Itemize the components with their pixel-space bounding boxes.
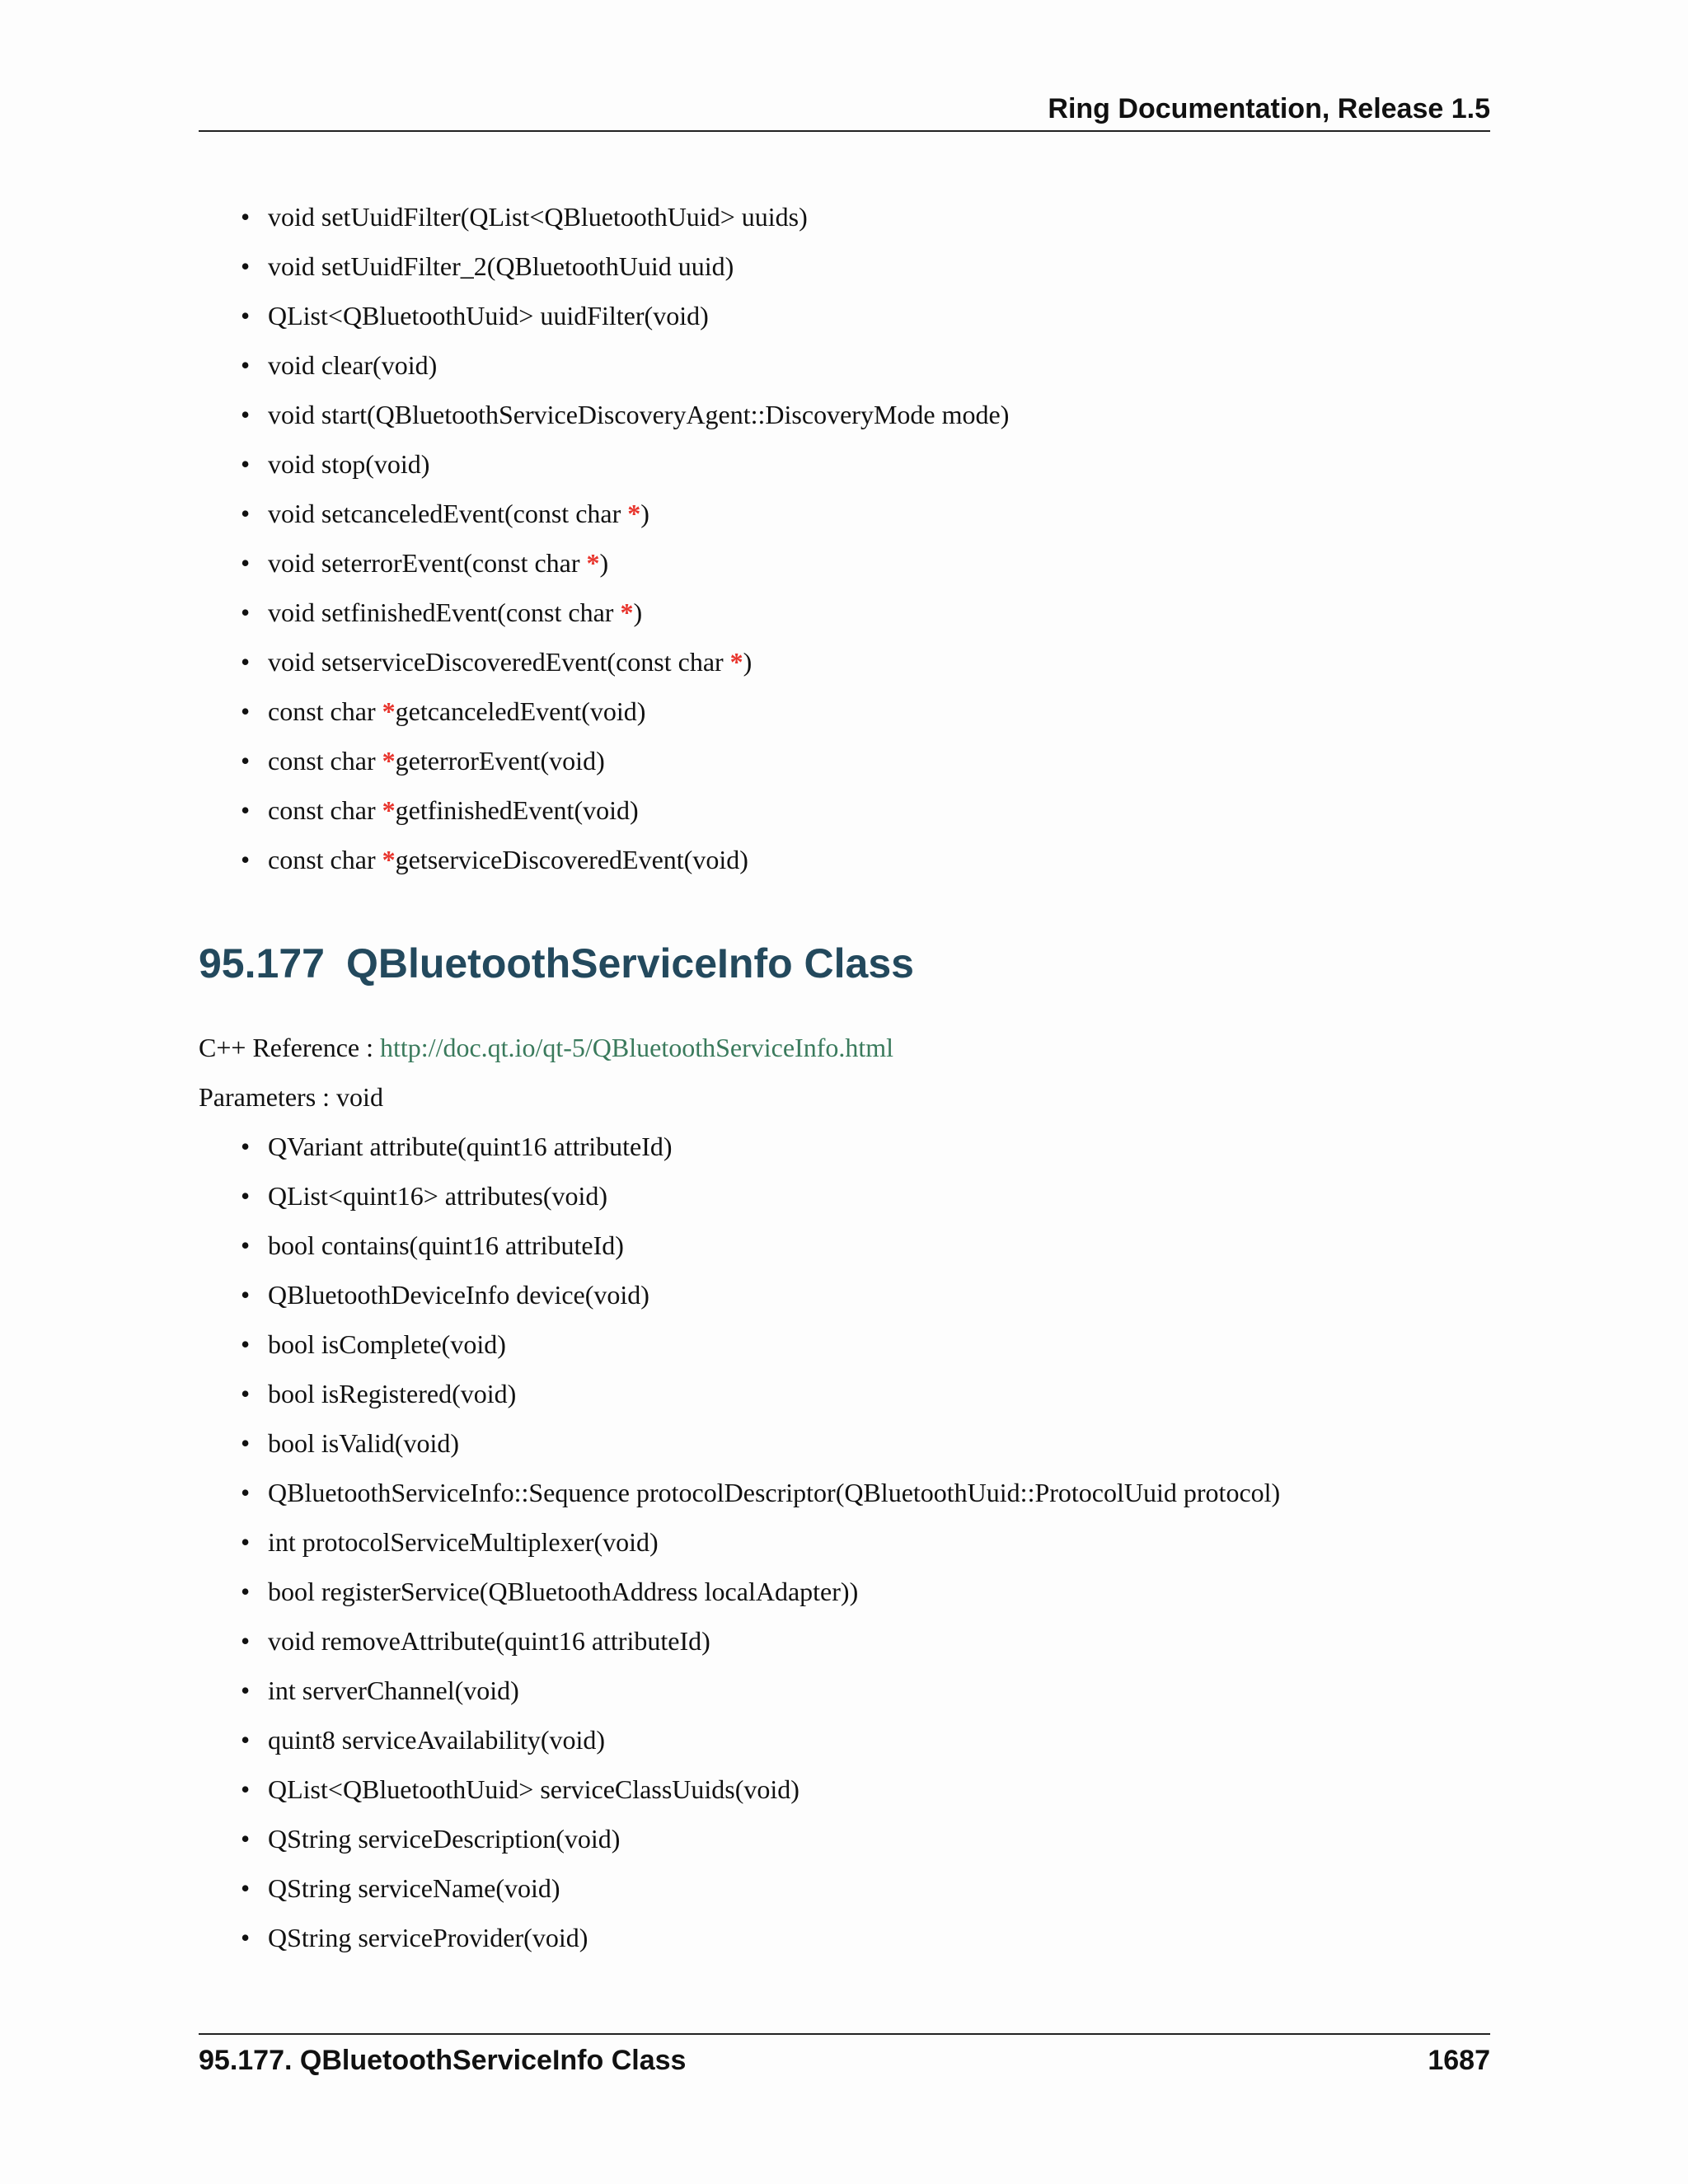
- list-item: • QBluetoothServiceInfo::Sequence protocolDescriptor(QBluetoothUuid::ProtocolUuid protocol): [241, 1478, 1281, 1507]
- list-item: • void setserviceDiscoveredEvent(const char *): [241, 647, 753, 677]
- list-item: • void clear(void): [241, 350, 438, 380]
- list-item: • void setUuidFilter(QList<QBluetoothUuid> uuids): [241, 202, 808, 232]
- list-item: • void removeAttribute(quint16 attributeId): [241, 1626, 710, 1656]
- list-item: • QList<quint16> attributes(void): [241, 1181, 608, 1211]
- list-item: • const char *getserviceDiscoveredEvent(void): [241, 845, 748, 874]
- list-item: • QString serviceProvider(void): [241, 1923, 588, 1952]
- list-item: • QList<QBluetoothUuid> serviceClassUuids(void): [241, 1774, 799, 1804]
- list-item: • bool isValid(void): [241, 1428, 459, 1458]
- list-item: • void setfinishedEvent(const char *): [241, 598, 643, 627]
- list-item: • QVariant attribute(quint16 attributeId): [241, 1132, 673, 1161]
- list-item: • void seterrorEvent(const char *): [241, 548, 609, 578]
- reference-label: C++ Reference :: [199, 1033, 380, 1062]
- header-divider: [199, 130, 1490, 132]
- list-item: • QList<QBluetoothUuid> uuidFilter(void): [241, 301, 709, 330]
- method-list-service-info: [241, 1122, 1280, 1962]
- section-number: 95.177: [199, 940, 325, 987]
- footer-divider: [199, 2033, 1490, 2035]
- document-title: Ring Documentation, Release 1.5: [1048, 93, 1490, 124]
- list-item: • void setcanceledEvent(const char *): [241, 499, 649, 528]
- page-footer: [199, 2040, 1490, 2081]
- list-item: • bool registerService(QBluetoothAddress localAdapter)): [241, 1577, 859, 1606]
- list-item: • bool contains(quint16 attributeId): [241, 1230, 624, 1260]
- list-item: • QString serviceName(void): [241, 1873, 560, 1903]
- list-item: • bool isComplete(void): [241, 1329, 506, 1359]
- list-item: • const char *getcanceledEvent(void): [241, 696, 646, 726]
- list-item: • quint8 serviceAvailability(void): [241, 1725, 606, 1755]
- list-item: • int protocolServiceMultiplexer(void): [241, 1527, 659, 1557]
- list-item: • QString serviceDescription(void): [241, 1824, 621, 1854]
- list-item: • void start(QBluetoothServiceDiscoveryAgent::DiscoveryMode mode): [241, 400, 1010, 429]
- section-heading: [199, 935, 914, 992]
- parameters-line: Parameters : void: [199, 1082, 383, 1112]
- section-title: QBluetoothServiceInfo Class: [345, 940, 914, 987]
- list-item: • int serverChannel(void): [241, 1675, 519, 1705]
- cpp-reference: [199, 1023, 893, 1072]
- page-header: [199, 92, 1490, 129]
- method-list-discovery-agent: [241, 192, 1009, 884]
- list-item: • QBluetoothDeviceInfo device(void): [241, 1280, 649, 1310]
- list-item: • const char *getfinishedEvent(void): [241, 795, 639, 825]
- page-number: 1687: [1428, 2045, 1490, 2076]
- list-item: • const char *geterrorEvent(void): [241, 746, 605, 776]
- list-item: • void setUuidFilter_2(QBluetoothUuid uuid): [241, 251, 734, 281]
- list-item: • void stop(void): [241, 449, 430, 479]
- list-item: • bool isRegistered(void): [241, 1379, 517, 1408]
- footer-section: 95.177. QBluetoothServiceInfo Class: [199, 2045, 687, 2076]
- reference-link[interactable]: http://doc.qt.io/qt-5/QBluetoothServiceInfo.html: [380, 1033, 894, 1062]
